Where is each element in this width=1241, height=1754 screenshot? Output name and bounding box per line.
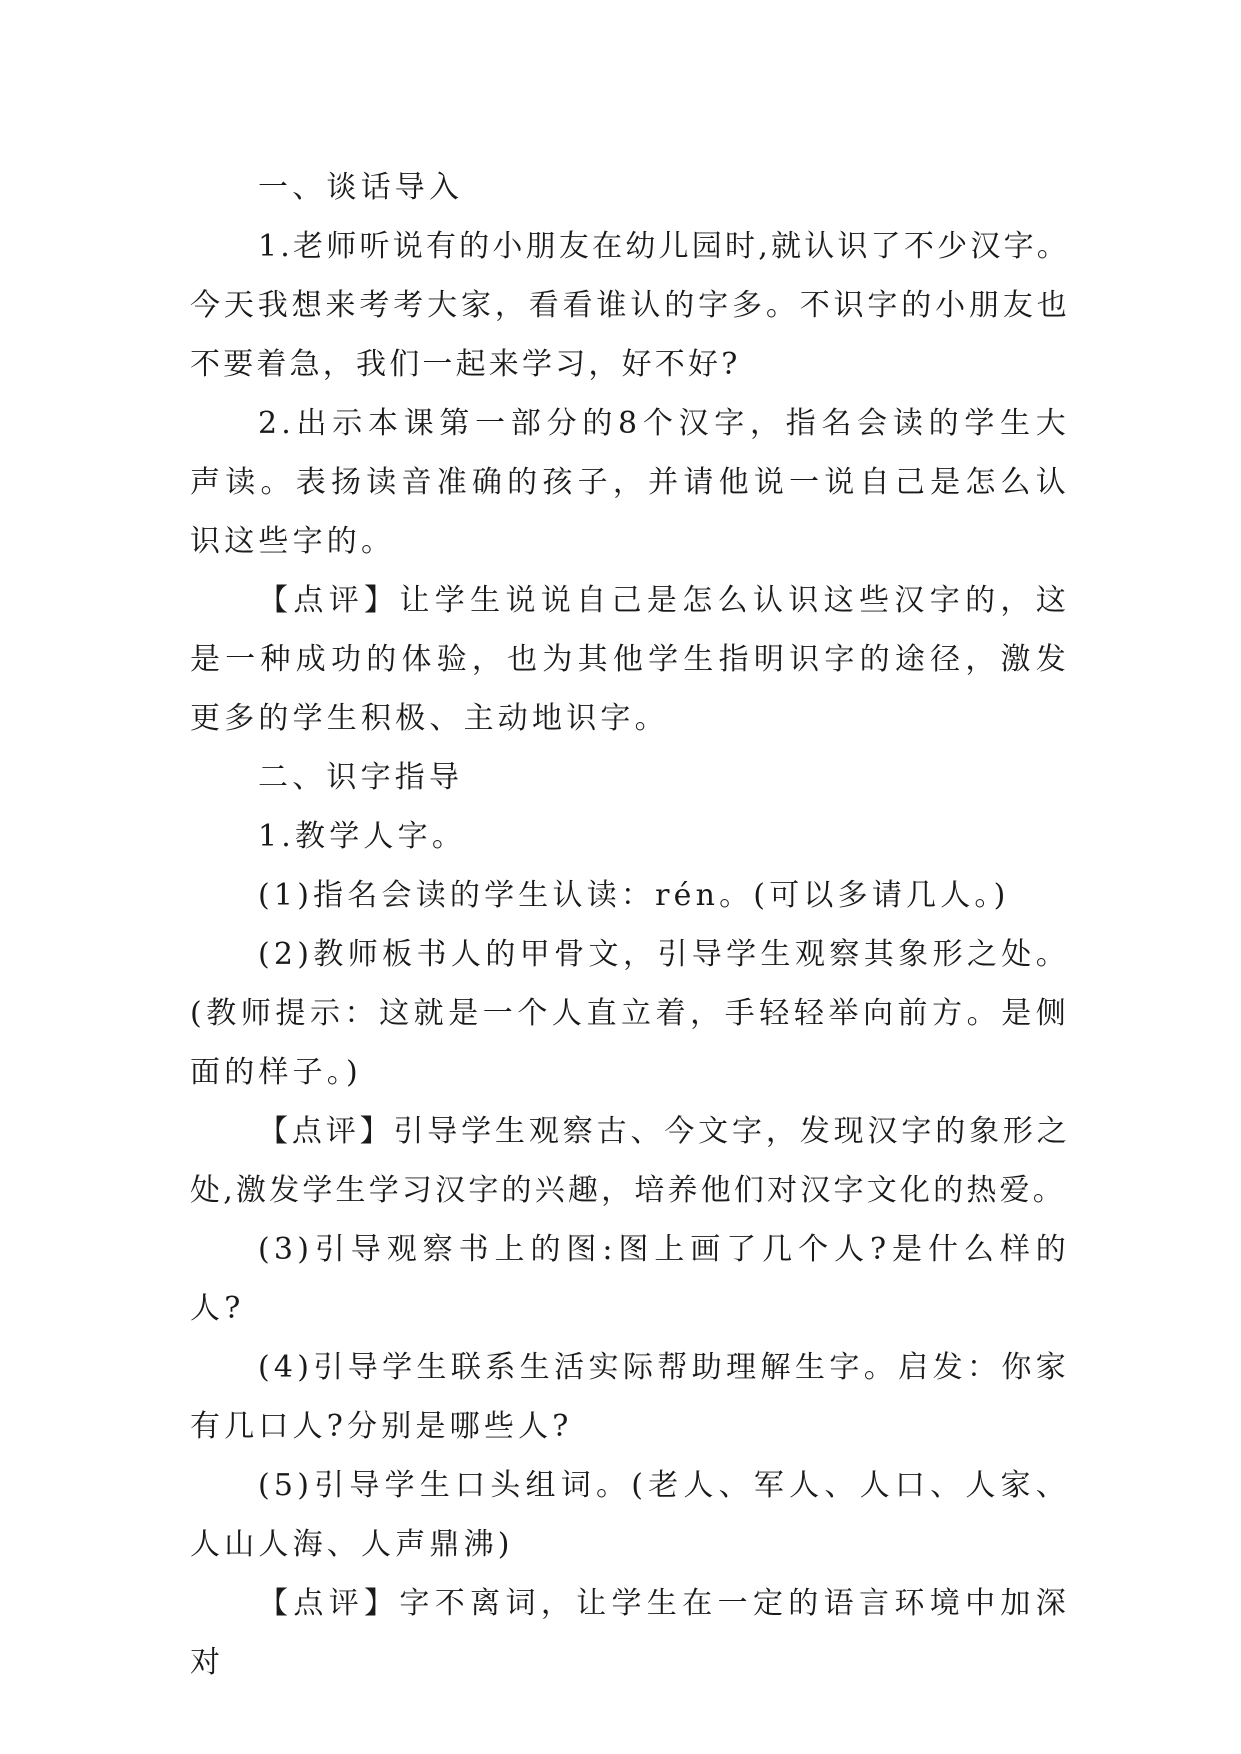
paragraph: (2)教师板书人的甲骨文，引导学生观察其象形之处。(教师提示：这就是一个人直立着，手轻轻举向前方。是侧面的样子。) — [190, 937, 1070, 1090]
paragraph: 2.出示本课第一部分的8个汉字，指名会读的学生大声读。表扬读音准确的孩子，并请他说一说自己是怎么认识这些字的。 — [190, 406, 1070, 559]
paragraph: 1.老师听说有的小朋友在幼儿园时,就认识了不少汉字。今天我想来考考大家，看看谁认的字多。不识字的小朋友也不要着急，我们一起来学习，好不好? — [190, 229, 1070, 382]
comment-paragraph: 【点评】让学生说说自己是怎么认识这些汉字的，这是一种成功的体验，也为其他学生指明识字的途径，激发更多的学生积极、主动地识字。 — [190, 583, 1070, 736]
section-heading: 一、谈话导入 — [258, 170, 464, 205]
paragraph: (1)指名会读的学生认读：rén。(可以多请几人。) — [258, 878, 1010, 913]
comment-paragraph: 【点评】字不离词，让学生在一定的语言环境中加深对 — [190, 1586, 1070, 1680]
paragraph: (3)引导观察书上的图:图上画了几个人?是什么样的人? — [190, 1232, 1070, 1326]
document-body — [190, 158, 1070, 1692]
paragraph: (5)引导学生口头组词。(老人、军人、人口、人家、人山人海、人声鼎沸) — [190, 1468, 1070, 1562]
comment-paragraph: 【点评】引导学生观察古、今文字，发现汉字的象形之处,激发学生学习汉字的兴趣，培养他们对汉字文化的热爱。 — [190, 1114, 1070, 1208]
section-heading: 二、识字指导 — [258, 760, 464, 795]
paragraph: (4)引导学生联系生活实际帮助理解生字。启发：你家有几口人?分别是哪些人? — [190, 1350, 1070, 1444]
paragraph: 1.教学人字。 — [258, 819, 467, 854]
